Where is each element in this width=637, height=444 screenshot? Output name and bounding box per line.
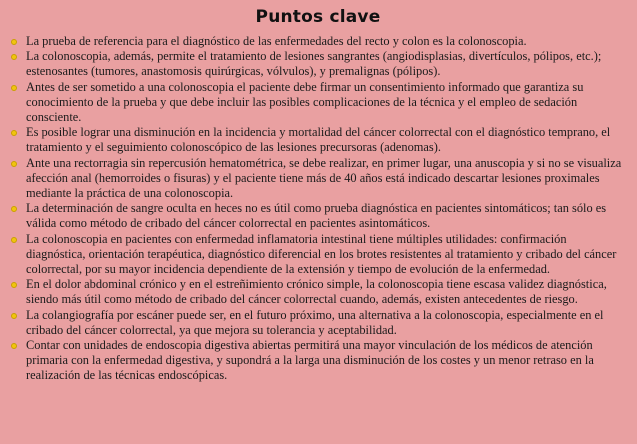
bullet-icon [11, 282, 17, 288]
bullet-icon [11, 313, 17, 319]
bullet-icon [11, 206, 17, 212]
key-point-item [9, 80, 627, 126]
bullet-icon [11, 161, 17, 167]
key-point-item [9, 125, 627, 155]
key-point-item [9, 34, 627, 49]
bullet-icon [11, 343, 17, 349]
key-point-text: Antes de ser sometido a una colonoscopia el paciente debe firmar un consentimiento informado que garantiza su conocimiento de la prueba y que debe incluir las posibles complicaciones de la técnica y el empleo de sedación consciente. [26, 79, 584, 125]
key-point-item [9, 338, 627, 384]
key-point-text: Es posible lograr una disminución en la incidencia y mortalidad del cáncer colorrectal con el diagnóstico temprano, el tratamiento y el seguimiento colonoscópico de las lesiones precursoras (adenomas). [26, 125, 611, 155]
key-point-item [9, 232, 627, 278]
key-point-item [9, 201, 627, 231]
key-point-text: La colangiografía por escáner puede ser, en el futuro próximo, una alternativa a la colonoscopia, especialmente en el cribado del cáncer colorrectal, ya que mejora su tolerancia y aceptabilidad. [26, 307, 604, 337]
bullet-icon [11, 39, 17, 45]
key-point-item [9, 308, 627, 338]
key-point-item [9, 277, 627, 307]
key-points-list [9, 34, 627, 384]
key-point-text: La determinación de sangre oculta en heces no es útil como prueba diagnóstica en pacientes sintomáticos; tan sólo es válida como método de cribado del cáncer colorrectal en pacientes asintomáticos. [26, 201, 607, 231]
key-point-text: La colonoscopia, además, permite el tratamiento de lesiones sangrantes (angiodisplasias, divertículos, pólipos, etc.); estenosantes (tumores, anastomosis quirúrgicas, vólvulos), y premalignas (pólipos). [26, 49, 602, 79]
key-point-text: La colonoscopia en pacientes con enfermedad inflamatoria intestinal tiene múltiples utilidades: confirmación diagnóstica, orientación terapéutica, diagnóstico diferencial en los brotes resistentes al tratamiento y cribado del cáncer colorrectal, por su mayor incidencia dependiente de la extensión y tiempo de evolución de la enfermedad. [26, 231, 617, 277]
key-point-text: Contar con unidades de endoscopia digestiva abiertas permitirá una mayor vinculación de los médicos de atención primaria con la enfermedad digestiva, y supondrá a la larga una disminución de los costes y un menor retraso en la realización de las técnicas endoscópicas. [26, 338, 594, 383]
key-point-item [9, 156, 627, 202]
bullet-icon [11, 85, 17, 91]
key-point-text: La prueba de referencia para el diagnóstico de las enfermedades del recto y colon es la colonoscopia. [26, 34, 527, 48]
key-point-text: En el dolor abdominal crónico y en el estreñimiento crónico simple, la colonoscopia tiene escasa validez diagnóstica, siendo más útil como método de cribado del cáncer colorrectal cuando, además, existen antecedentes de riesgo. [26, 277, 607, 307]
panel-title: Puntos clave [255, 7, 381, 27]
bullet-icon [11, 130, 17, 136]
key-point-text: Ante una rectorragia sin repercusión hematométrica, se debe realizar, en primer lugar, una anuscopia y si no se visualiza afección anal (hemorroides o fisuras) y el paciente tiene más de 40 años está indicado descartar lesiones proximales mediante la práctica de una colonoscopia. [26, 155, 622, 201]
key-point-item [9, 49, 627, 79]
bullet-icon [11, 54, 17, 60]
bullet-icon [11, 237, 17, 243]
